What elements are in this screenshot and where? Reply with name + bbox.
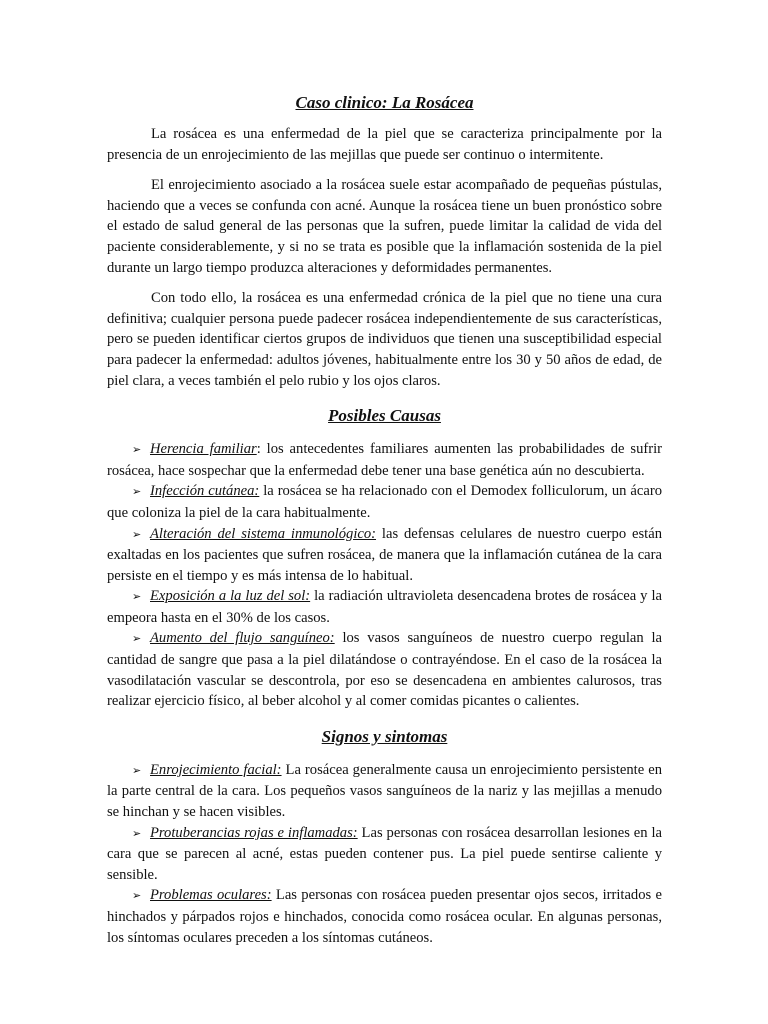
intro-paragraph: La rosácea es una enfermedad de la piel que se caracteriza principalmente por la presencia de un enrojecimiento de las mejillas que puede ser continuo o intermitente. [107,126,662,163]
arrow-bullet-icon: ➢ [132,444,142,457]
sign-term: Protuberancias rojas e inflamadas: [150,824,358,841]
intro-paragraph: Con todo ello, la rosácea es una enfermedad crónica de la piel que no tiene una cura definitiva; cualquier persona puede padecer rosácea independientemente de sus características, pero se pueden identificar ciertos grupos de individuos que tienen una susceptibilidad especial para padecer la enfermedad: adultos jóvenes, habitualmente entre los 30 y 50 años de edad, de piel clara, a veces también el pelo rubio y los ojos claros. [107,290,662,389]
sign-item [107,885,662,948]
cause-item [107,524,662,587]
cause-text: los vasos sanguíneos de nuestro cuerpo regulan la cantidad de sangre que pasa a la piel dilatándose o contrayéndose. En el caso de la rosácea la vasodilatación vascular se descontrola, por eso se desencadena en ambientes calurosos, tras realizar ejercicio físico, al beber alcohol y al comer comidas picantes o calientes. [107,630,662,710]
cause-item [107,481,662,523]
cause-term: Aumento del flujo sanguíneo: [150,630,335,647]
cause-item [107,586,662,628]
intro-section [107,124,662,391]
cause-term: Infección cutánea: [150,483,260,500]
arrow-bullet-icon: ➢ [132,764,142,777]
arrow-bullet-icon: ➢ [132,827,142,840]
sign-term: Enrojecimiento facial: [150,761,282,778]
cause-text: las defensas celulares de nuestro cuerpo están exaltadas en los pacientes que sufren rosácea, de manera que la inflamación cutánea de la cara persiste en el tiempo y es más intensa de lo habitual. [107,525,662,584]
sign-item [107,760,662,823]
sign-term: Problemas oculares: [150,887,272,904]
sign-item [107,823,662,886]
cause-item [107,439,662,481]
sign-text: Las personas con rosácea pueden presentar ojos secos, irritados e hinchados y párpados rojos e hinchados, conocida como rosácea ocular. En algunas personas, los síntomas oculares preceden a los síntomas cutáneos. [107,887,662,946]
signs-heading: Signos y sintomas [321,726,448,746]
arrow-bullet-icon: ➢ [132,633,142,646]
arrow-bullet-icon: ➢ [132,486,142,499]
arrow-bullet-icon: ➢ [132,591,142,604]
cause-term: Exposición a la luz del sol: [150,588,311,605]
sign-text: La rosácea generalmente causa un enrojecimiento persistente en la parte central de la cara. Los pequeños vasos sanguíneos de la nariz y las mejillas a menudo se hinchan y se hacen visibles. [107,761,662,821]
cause-term-separator: : [256,441,261,458]
signs-list [107,760,662,948]
intro-paragraph: El enrojecimiento asociado a la rosácea suele estar acompañado de pequeñas pústulas, haciendo que a veces se confunda con acné. Aunque la rosácea tiene un buen pronóstico sobre el estado de salud general de las personas que la sufren, puede limitar la calidad de vida del paciente considerablemente, y si no se trata es posible que la inflamación sostenida de la piel durante un largo tiempo produzca alteraciones y deformidades permanentes. [107,177,662,276]
cause-term: Herencia familiar [150,441,257,458]
causes-list [107,439,662,712]
cause-item [107,628,662,711]
cause-text: los antecedentes familiares aumenten las probabilidades de sufrir rosácea, hace sospechar que la enfermedad debe tener una base genética aún no descubierta. [107,441,663,479]
arrow-bullet-icon: ➢ [132,890,142,903]
causes-heading: Posibles Causas [328,406,441,426]
arrow-bullet-icon: ➢ [132,528,142,541]
document-title: Caso clinico: La Rosácea [295,93,474,112]
cause-text: la radiación ultravioleta desencadena brotes de rosácea y la empeora hasta en el 30% de los casos. [107,588,662,626]
cause-term: Alteración del sistema inmunológico: [150,525,377,542]
cause-text: la rosácea se ha relacionado con el Demodex folliculorum, un ácaro que coloniza la piel de la cara habitualmente. [107,483,662,521]
sign-text: Las personas con rosácea desarrollan lesiones en la cara que se parecen al acné, estas pueden contener pus. La piel puede sentirse caliente y sensible. [107,824,663,883]
